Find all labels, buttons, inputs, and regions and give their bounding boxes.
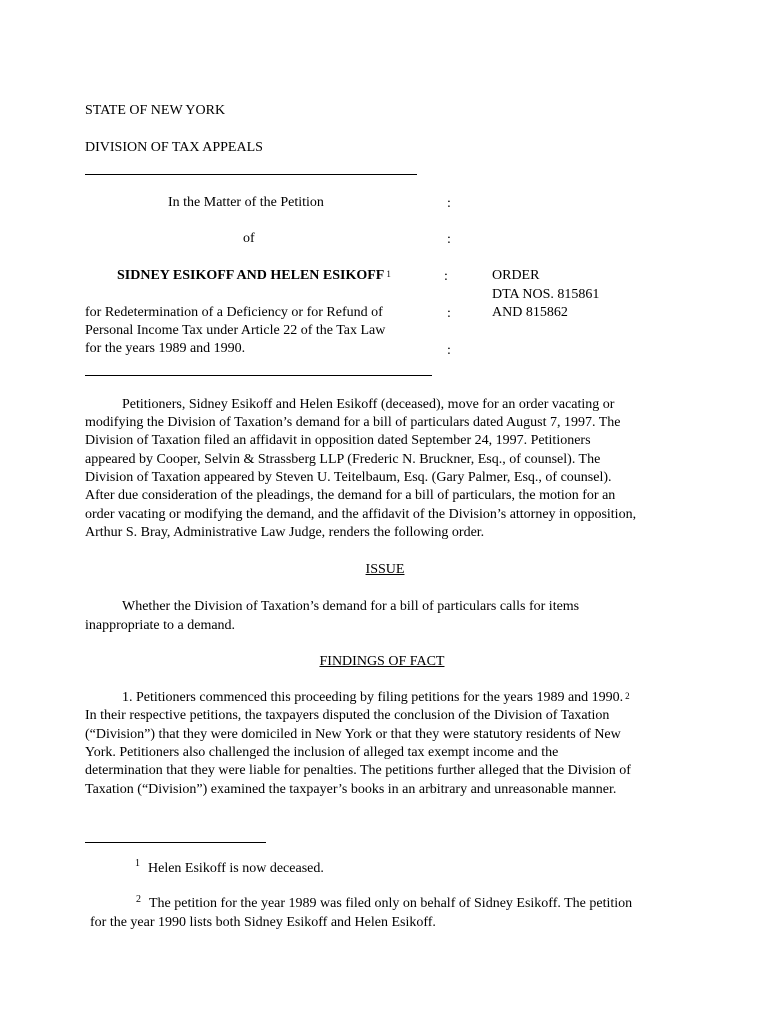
footnote-separator <box>85 842 266 843</box>
caption-colon: : <box>447 196 451 211</box>
footnote-ref-2: 2 <box>625 691 630 701</box>
intro-line: Petitioners, Sidney Esikoff and Helen Esikoff (deceased), move for an order vacating or <box>122 397 615 412</box>
finding-line: determination that they were liable for penalties. The petitions further alleged that the Division of <box>85 763 631 778</box>
caption-colon: : <box>447 232 451 247</box>
intro-line: appeared by Cooper, Selvin & Strassberg LLP (Frederic N. Bruckner, Esq., of counsel). The <box>85 452 601 467</box>
issue-heading-text: ISSUE <box>365 562 405 577</box>
finding-1-text: 1. Petitioners commenced this proceeding by filing petitions for the years 1989 and 1990. <box>122 690 624 705</box>
caption-colon: : <box>444 269 448 284</box>
findings-heading <box>0 653 764 671</box>
petitioner-name: SIDNEY ESIKOFF AND HELEN ESIKOFF <box>117 268 385 283</box>
dta-numbers-line-2: AND 815862 <box>492 305 568 320</box>
finding-first-line <box>122 689 630 707</box>
caption-purpose-line-3: for the years 1989 and 1990. <box>85 341 246 356</box>
footnote-text-2: The petition for the year 1989 was filed only on behalf of Sidney Esikoff. The petition <box>149 896 633 911</box>
dta-numbers-line-1: DTA NOS. 815861 <box>492 287 600 302</box>
footnote-mark-2: 2 <box>136 894 141 905</box>
intro-line: After due consideration of the pleadings, the demand for a bill of particulars, the motion for an <box>85 488 616 503</box>
findings-heading-text: FINDINGS OF FACT <box>319 654 445 669</box>
intro-line: Arthur S. Bray, Administrative Law Judge, renders the following order. <box>85 525 485 540</box>
issue-heading <box>0 561 770 579</box>
intro-line: Division of Taxation filed an affidavit in opposition dated September 24, 1997. Petitioners <box>85 433 591 448</box>
caption-colon: : <box>447 343 451 358</box>
order-title: ORDER <box>492 268 540 283</box>
state-heading: STATE OF NEW YORK <box>85 103 226 118</box>
intro-line: Division of Taxation appeared by Steven U. Teitelbaum, Esq. (Gary Palmer, Esq., of counsel). <box>85 470 612 485</box>
issue-line: inappropriate to a demand. <box>85 618 236 633</box>
footnote-text-1: Helen Esikoff is now deceased. <box>148 861 324 876</box>
division-heading: DIVISION OF TAX APPEALS <box>85 140 263 155</box>
intro-line: order vacating or modifying the demand, and the affidavit of the Division’s attorney in opposition, <box>85 507 637 522</box>
finding-line: Taxation (“Division”) examined the taxpayer’s books in an arbitrary and unreasonable manner. <box>85 782 617 797</box>
caption-top-rule <box>85 174 417 175</box>
footnote-mark-1: 1 <box>135 858 140 869</box>
footnote-text-2-continued: for the year 1990 lists both Sidney Esikoff and Helen Esikoff. <box>90 915 436 930</box>
caption-of: of <box>243 231 255 246</box>
caption-purpose-line-1: for Redetermination of a Deficiency or for Refund of <box>85 305 383 320</box>
issue-line: Whether the Division of Taxation’s demand for a bill of particulars calls for items <box>122 599 580 614</box>
finding-line: In their respective petitions, the taxpayers disputed the conclusion of the Division of Taxation <box>85 708 610 723</box>
caption-matter: In the Matter of the Petition <box>168 195 324 210</box>
finding-line: York. Petitioners also challenged the inclusion of alleged tax exempt income and the <box>85 745 559 760</box>
caption-bottom-rule <box>85 375 432 376</box>
intro-line: modifying the Division of Taxation’s demand for a bill of particulars dated August 7, 1997. The <box>85 415 621 430</box>
caption-colon: : <box>447 306 451 321</box>
caption-petitioner-name <box>117 267 391 285</box>
finding-line: (“Division”) that they were domiciled in New York or that they were statutory residents of New <box>85 727 621 742</box>
footnote-ref-1: 1 <box>386 269 391 279</box>
caption-purpose-line-2: Personal Income Tax under Article 22 of the Tax Law <box>85 323 386 338</box>
